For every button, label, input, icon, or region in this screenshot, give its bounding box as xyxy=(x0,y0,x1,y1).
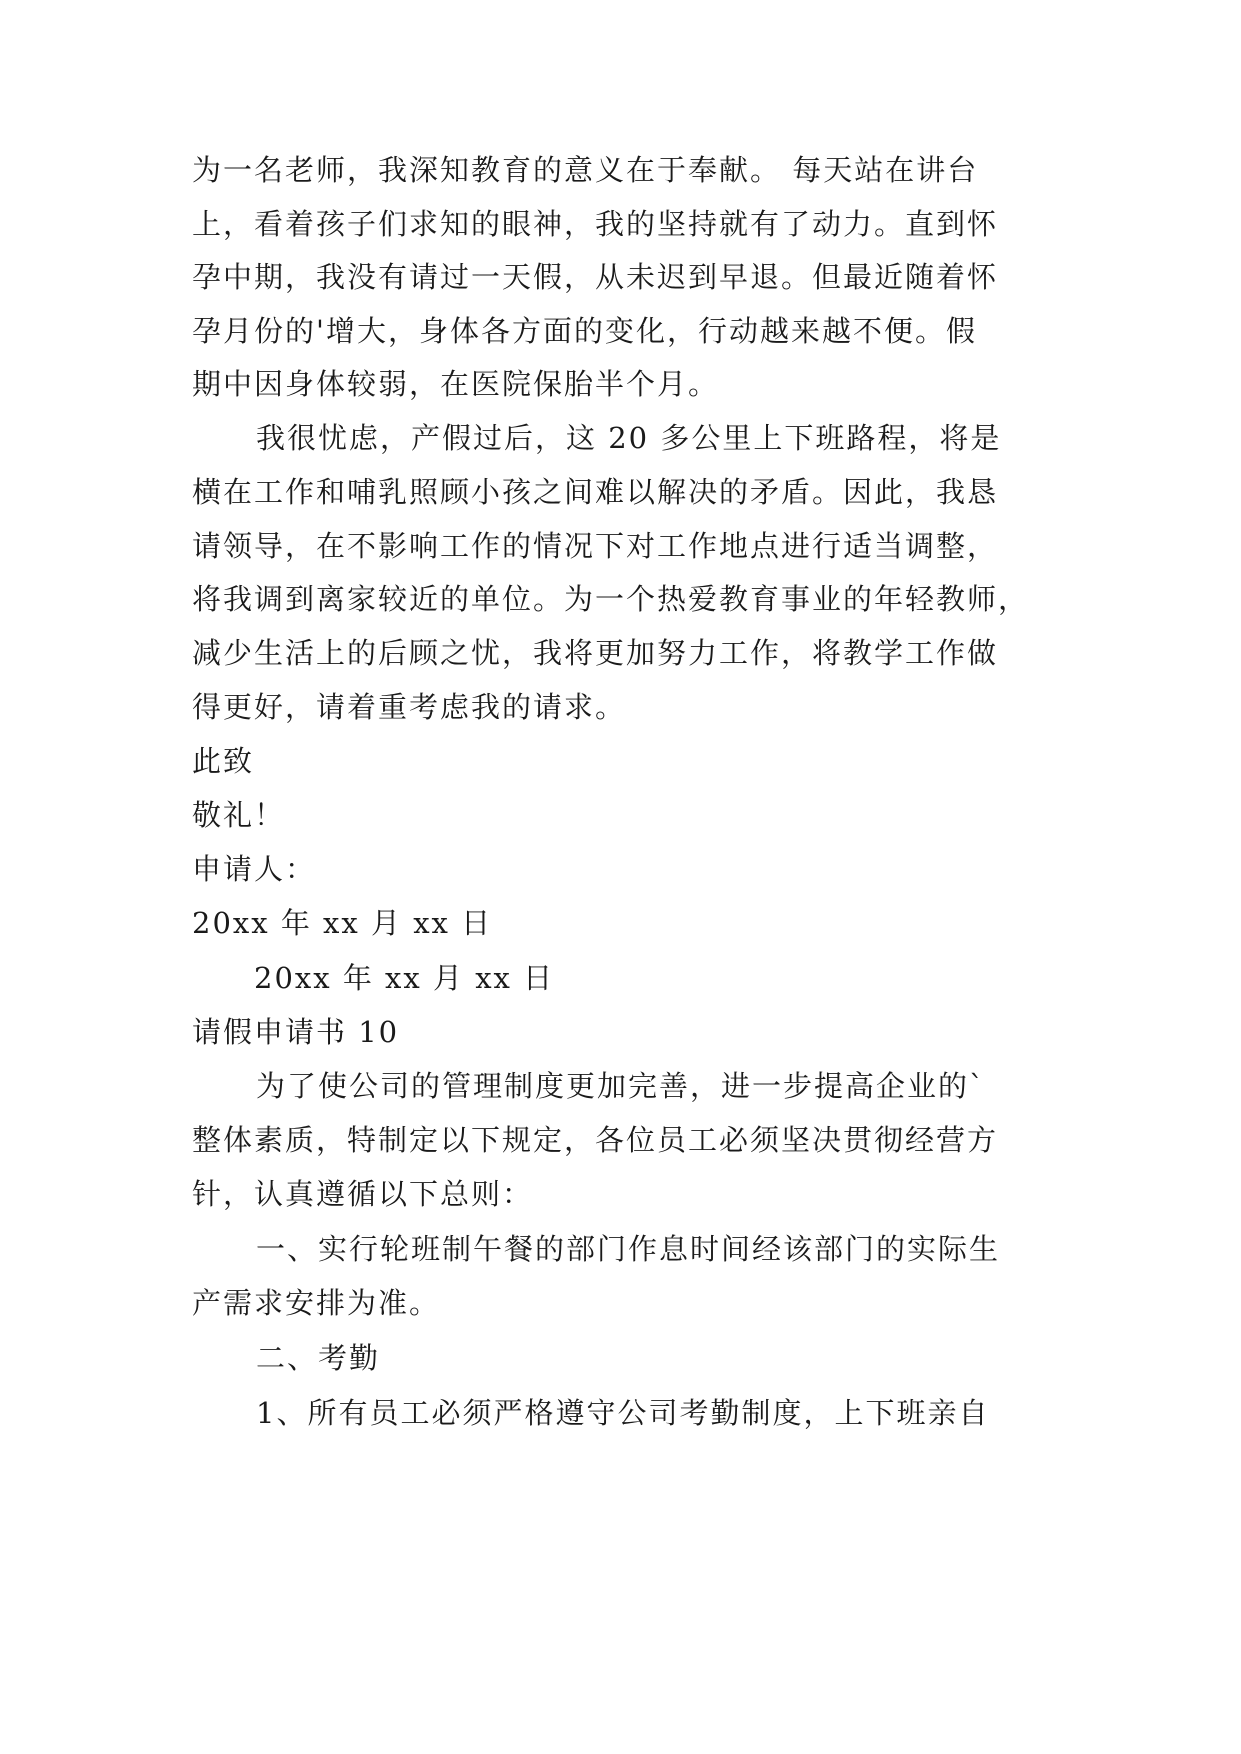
text-line: 孕中期，我没有请过一天假，从未迟到早退。但最近随着怀 xyxy=(192,260,999,294)
text-line: 横在工作和哺乳照顾小孩之间难以解决的矛盾。因此，我恳 xyxy=(192,475,999,509)
text-line: 二、考勤 xyxy=(256,1341,381,1375)
text-line: 一、实行轮班制午餐的部门作息时间经该部门的实际生 xyxy=(256,1232,1001,1266)
closing-regards: 敬礼！ xyxy=(192,798,286,832)
applicant-label: 申请人： xyxy=(192,852,317,886)
section-heading: 请假申请书 10 xyxy=(192,1015,400,1049)
date-line: 20xx 年 xx 月 xx 日 xyxy=(192,906,493,940)
text-line: 我很忧虑，产假过后，这 20 多公里上下班路程，将是 xyxy=(256,421,1002,455)
text-line: 孕月份的'增大，身体各方面的变化，行动越来越不便。假 xyxy=(192,314,977,348)
text-line: 得更好，请着重考虑我的请求。 xyxy=(192,690,627,724)
text-line: 为了使公司的管理制度更加完善，进一步提高企业的` xyxy=(256,1069,986,1103)
text-line: 针，认真遵循以下总则： xyxy=(192,1177,534,1211)
text-line: 为一名老师，我深知教育的意义在于奉献。 每天站在讲台 xyxy=(192,153,979,187)
text-line: 整体素质，特制定以下规定，各位员工必须坚决贯彻经营方 xyxy=(192,1123,999,1157)
text-line: 上，看着孩子们求知的眼神，我的坚持就有了动力。直到怀 xyxy=(192,207,999,241)
date-line: 20xx 年 xx 月 xx 日 xyxy=(254,961,555,995)
text-line: 将我调到离家较近的单位。为一个热爱教育事业的年轻教师， xyxy=(192,582,1030,616)
text-line: 请领导，在不影响工作的情况下对工作地点进行适当调整， xyxy=(192,529,999,563)
text-line: 期中因身体较弱，在医院保胎半个月。 xyxy=(192,367,720,401)
closing-salutation: 此致 xyxy=(192,744,255,778)
text-line: 产需求安排为准。 xyxy=(192,1286,441,1320)
text-line: 减少生活上的后顾之忧，我将更加努力工作，将教学工作做 xyxy=(192,636,999,670)
text-line: 1、所有员工必须严格遵守公司考勤制度，上下班亲自 xyxy=(256,1396,990,1430)
